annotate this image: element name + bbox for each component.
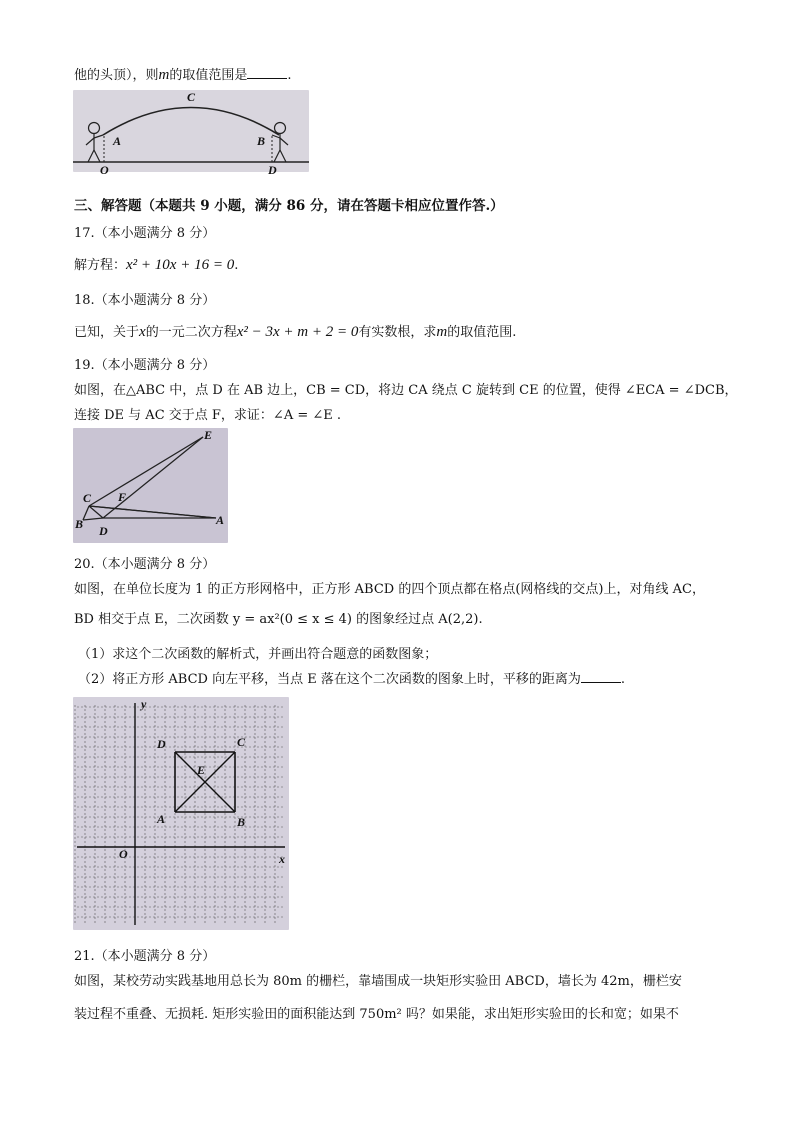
q18-var-m: m [436, 324, 448, 340]
q18-text-b: 的一元二次方程 [145, 325, 237, 340]
q19-header: 19.（本小题满分 8 分） [74, 358, 216, 373]
label-C: C [187, 90, 196, 104]
q19-line1: 如图，在△ABC 中，点 D 在 AB 边上，CB = CD，将边 CA 绕点 C 旋转到 CE 的位置，使得 ∠ECA = ∠DCB， [74, 383, 738, 398]
q16-var-m: m [158, 67, 170, 83]
label-F: F [118, 490, 127, 504]
q18-var-x: x [139, 324, 146, 340]
q18-equation: x² − 3x + m + 2 = 0 [236, 324, 359, 340]
q17-end: . [234, 258, 239, 273]
figure-parabola-people [73, 90, 309, 177]
q21-line1: 如图，某校劳动实践基地用总长为 80m 的栅栏，靠墙围成一块矩形实验田 ABCD，墙长为 42m，栅栏安 [74, 974, 682, 989]
q21-header: 21.（本小题满分 8 分） [74, 949, 216, 964]
label-A: A [113, 134, 122, 148]
figure-grid-square [73, 697, 289, 930]
q17-header: 17.（本小题满分 8 分） [74, 226, 216, 241]
q19-line2: 连接 DE 与 AC 交于点 F，求证：∠A = ∠E . [74, 408, 342, 423]
label-O: O [119, 847, 128, 861]
label-D: D [157, 737, 166, 751]
q20-header: 20.（本小题满分 8 分） [74, 557, 216, 572]
q16-text: 他的头顶），则 [74, 68, 159, 83]
label-B: B [257, 134, 266, 148]
label-C: C [83, 491, 92, 505]
q16-text2: 的取值范围是 [169, 68, 248, 83]
q17-equation: x² + 10x + 16 = 0 [126, 257, 235, 273]
q21-line2: 装过程不重叠、无损耗. 矩形实验田的面积能达到 750m² 吗？如果能，求出矩形实验田的长和宽；如果不 [74, 1007, 679, 1022]
q20-line1: 如图，在单位长度为 1 的正方形网格中，正方形 ABCD 的四个顶点都在格点(网格线的交点)上，对角线 AC， [74, 582, 705, 597]
q20-part2 [78, 668, 625, 687]
label-C: C [237, 735, 246, 749]
label-y: y [141, 697, 147, 711]
q18-text-a: 已知，关于 [74, 325, 140, 340]
label-B: B [237, 815, 246, 829]
q20-line2: BD 相交于点 E，二次函数 y = ax²(0 ≤ x ≤ 4) 的图象经过点 A(2,2). [74, 612, 483, 627]
q20-part1: （1）求这个二次函数的解析式，并画出符合题意的函数图象； [78, 647, 438, 662]
label-D: D [268, 163, 277, 177]
q16-end: . [287, 68, 292, 83]
label-A: A [216, 513, 225, 527]
answer-blank[interactable] [581, 670, 621, 683]
q18-text-c: 有实数根，求 [358, 325, 437, 340]
q20-part2-text: （2）将正方形 ABCD 向左平移，当点 E 落在这个二次函数的图象上时，平移的距离为 [78, 672, 581, 687]
q16-tail-line [74, 64, 292, 84]
answer-blank[interactable] [247, 66, 287, 79]
section-3-title: 三、解答题（本题共 9 小题，满分 86 分，请在答题卡相应位置作答.） [74, 198, 504, 214]
label-D: D [99, 524, 108, 538]
label-E: E [204, 428, 213, 442]
q18-text-d: 的取值范围. [447, 325, 517, 340]
label-O: O [100, 163, 109, 177]
label-B: B [75, 517, 84, 531]
q17-body [74, 254, 238, 274]
q18-header: 18.（本小题满分 8 分） [74, 293, 216, 308]
label-A: A [157, 812, 166, 826]
label-x: x [279, 852, 285, 866]
q18-body [74, 321, 516, 341]
figure-triangles [73, 428, 228, 543]
label-E: E [197, 763, 206, 777]
q17-label: 解方程： [74, 258, 127, 273]
q20-part2-end: . [620, 672, 625, 687]
